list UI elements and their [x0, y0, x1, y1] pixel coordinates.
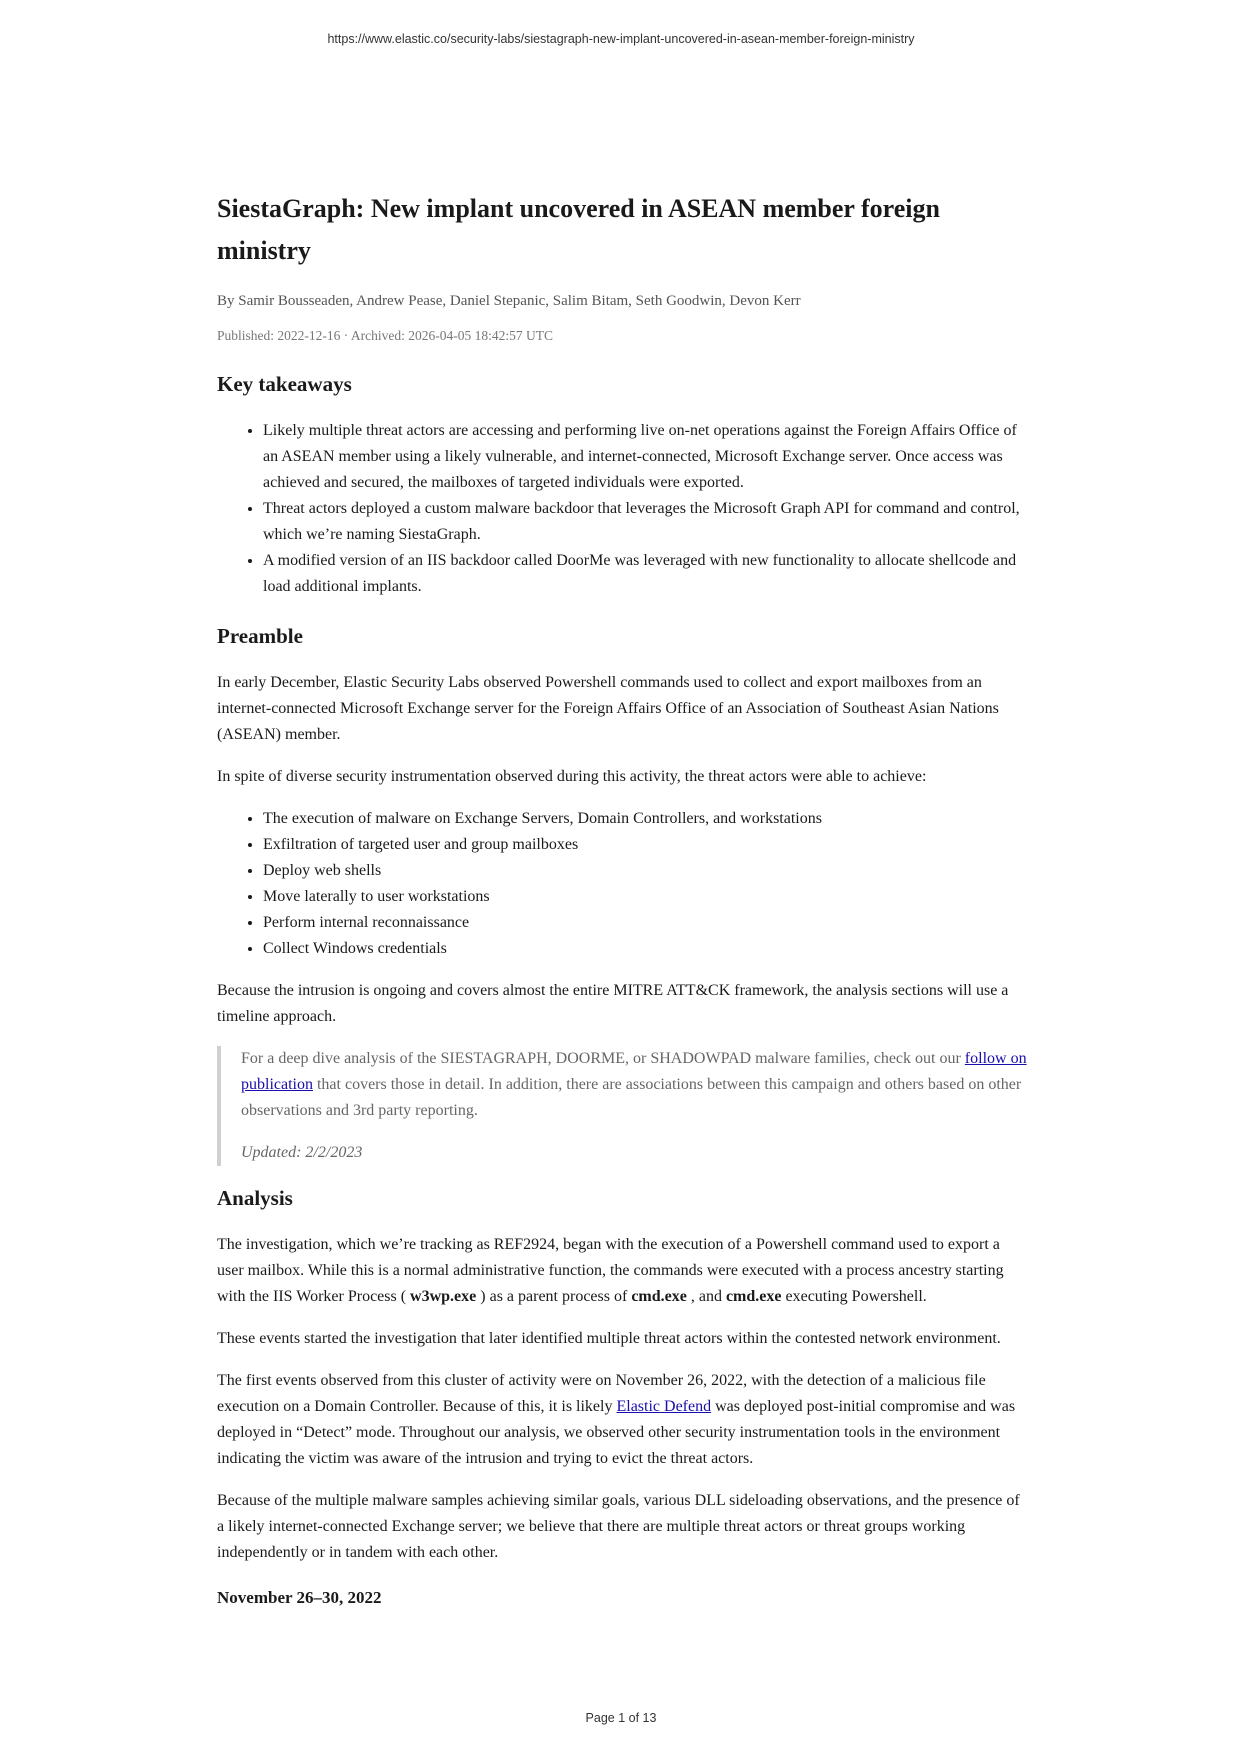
preamble-paragraph-2: In spite of diverse security instrumentation observed during this activity, the threat actors were able to achieve: — [217, 768, 927, 785]
analysis-paragraph-3 — [217, 1368, 1027, 1472]
note-text-after-link: that covers those in detail. In addition, there are associations between this campaign and others based on other observations and 3rd party reporting. — [241, 1076, 1022, 1119]
analysis-text: executing Powershell. — [781, 1288, 927, 1305]
analysis-text: The first events observed from this cluster of activity were on November 26, 2022, with the detection of a malicious file execution on a Domain Controller. Because of this, it is likely — [217, 1372, 986, 1415]
note-paragraph — [241, 1046, 1027, 1124]
analysis-text: was deployed post-initial compromise and was deployed in “Detect” mode. Throughout our analysis, we observed other security instrumentation tools in the environment indicating the victim was aware of the intrusion and trying to evict the threat actors. — [217, 1398, 1016, 1467]
list-item: • Likely multiple threat actors are accessing and performing live on-net operations against the Foreign Affairs Office of an ASEAN member using a likely vulnerable, and internet-connected, Microsoft Exchange server. Once access was achieved and secured, the mailboxes of targeted individuals were exported. — [263, 418, 1027, 496]
note-text-before-link: For a deep dive analysis of the SIESTAGRAPH, DOORME, or SHADOWPAD malware families, check out our — [241, 1050, 965, 1067]
preamble-paragraph-1: In early December, Elastic Security Labs observed Powershell commands used to collect and export mailboxes from an internet-connected Microsoft Exchange server for the Foreign Affairs Office of an Association of Southeast Asian Nations (ASEAN) member. — [217, 674, 999, 743]
analysis-paragraph-4: Because of the multiple malware samples achieving similar goals, various DLL sideloading observations, and the presence of a likely internet-connected Exchange server; we believe that there are multiple threat actors or threat groups working independently or in tandem with each other. — [217, 1492, 1020, 1561]
analysis-text: , and — [686, 1288, 726, 1305]
article-published-date: Published: 2022-12-16 · Archived: 2026-04-05 18:42:57 UTC — [217, 328, 553, 343]
key-takeaways-list — [217, 418, 1027, 600]
list-item: • Threat actors deployed a custom malware backdoor that leverages the Microsoft Graph API for command and control, which we’re naming SiestaGraph. — [263, 496, 1027, 548]
achievements-list — [217, 806, 1027, 962]
article — [217, 188, 1027, 1610]
list-item: • Exfiltration of targeted user and group mailboxes — [263, 832, 1027, 858]
list-item: • Collect Windows credentials — [263, 936, 1027, 962]
list-item: • A modified version of an IIS backdoor called DoorMe was leveraged with new functionality to allocate shellcode and load additional implants. — [263, 548, 1027, 600]
analysis-paragraph-2: These events started the investigation that later identified multiple threat actors within the contested network environment. — [217, 1330, 1001, 1347]
process-name: cmd.exe — [631, 1288, 687, 1305]
article-title: SiestaGraph: New implant uncovered in ASEAN member foreign ministry — [217, 194, 940, 265]
list-item: • Deploy web shells — [263, 858, 1027, 884]
timeline-date-heading: November 26–30, 2022 — [217, 1588, 382, 1607]
list-item: • The execution of malware on Exchange Servers, Domain Controllers, and workstations — [263, 806, 1027, 832]
article-byline: By Samir Bousseaden, Andrew Pease, Daniel Stepanic, Salim Bitam, Seth Goodwin, Devon Kerr — [217, 293, 801, 309]
analysis-text: ) as a parent process of — [476, 1288, 632, 1305]
elastic-defend-link[interactable]: Elastic Defend — [616, 1398, 712, 1415]
process-name: w3wp.exe — [410, 1288, 477, 1305]
preamble-heading: Preamble — [217, 624, 303, 648]
list-item: • Perform internal reconnaissance — [263, 910, 1027, 936]
process-name: cmd.exe — [725, 1288, 782, 1305]
analysis-paragraph-1 — [217, 1232, 1027, 1310]
list-item: • Move laterally to user workstations — [263, 884, 1027, 910]
note-updated-date: Updated: 2/2/2023 — [241, 1144, 363, 1161]
preamble-paragraph-3: Because the intrusion is ongoing and covers almost the entire MITRE ATT&CK framework, the analysis sections will use a timeline approach. — [217, 982, 1009, 1025]
analysis-heading: Analysis — [217, 1186, 293, 1210]
analysis-text: The investigation, which we’re tracking as REF2924, began with the execution of a Powershell command used to export a user mailbox. While this is a normal administrative function, the commands were executed with a process ancestry starting with the IIS Worker Process ( — [217, 1236, 1004, 1305]
page-url-header: https://www.elastic.co/security-labs/siestagraph-new-implant-uncovered-in-asean-member-foreign-ministry — [327, 32, 915, 46]
page-number: Page 1 of 13 — [585, 1711, 657, 1725]
key-takeaways-heading: Key takeaways — [217, 372, 352, 396]
follow-on-publication-link[interactable]: follow on publication — [241, 1050, 1027, 1093]
note-blockquote — [217, 1046, 1027, 1166]
